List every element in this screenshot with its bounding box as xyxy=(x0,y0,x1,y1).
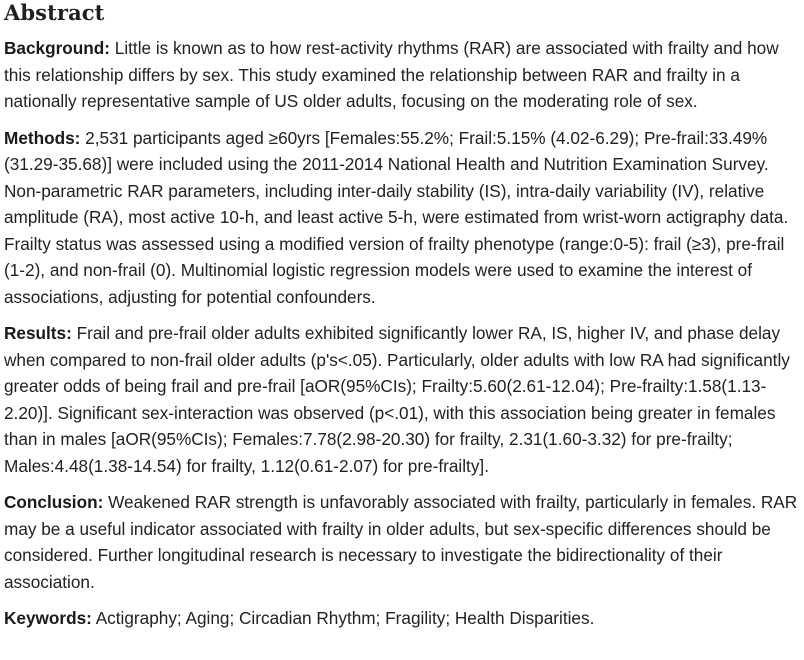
methods-text: 2,531 participants aged ≥60yrs [Females:55.2%; Frail:5.15% (4.02-6.29); Pre-frail:33.49% (31.29-35.68)] were included using the 2011-2014 National Health and Nutrition Examination Survey. Non-parametric RAR parameters, including inter-daily stability (IS), intra-daily variability (IV), relative amplitude (RA), most active 10-h, and least active 5-h, were estimated from wrist-worn actigraphy data. Frailty status was assessed using a modified version of frailty phenotype (range:0-5): frail (≥3), pre-frail (1-2), and non-frail (0). Multinomial logistic regression models were used to examine the interest of associations, adjusting for potential confounders. xyxy=(4,127,789,307)
methods-paragraph xyxy=(4,125,800,311)
conclusion-text: Weakened RAR strength is unfavorably associated with frailty, particularly in females. RAR may be a useful indicator associated with frailty in older adults, but sex-specific differences should be considered. Further longitudinal research is necessary to investigate the bidirectionality of their association. xyxy=(4,492,798,592)
results-paragraph xyxy=(4,320,800,479)
background-label: Background: xyxy=(4,38,110,58)
results-text: Frail and pre-frail older adults exhibited significantly lower RA, IS, higher IV, and phase delay when compared to non-frail older adults (p's<.05). Particularly, older adults with low RA had significantly greater odds of being frail and pre-frail [aOR(95%CIs); Frailty:5.60(2.61-12.04); Pre-frailty:1.58(1.13-2.20)]. Significant sex-interaction was observed (p<.01), with this association being greater in females than in males [aOR(95%CIs); Females:7.78(2.98-20.30) for frailty, 2.31(1.60-3.32) for pre-frailty; Males:4.48(1.38-14.54) for frailty, 1.12(0.61-2.07) for pre-frailty]. xyxy=(4,323,790,476)
keywords-paragraph xyxy=(4,605,800,632)
methods-label: Methods: xyxy=(4,127,81,148)
keywords-text: Actigraphy; Aging; Circadian Rhythm; Fragility; Health Disparities. xyxy=(95,608,595,628)
conclusion-label: Conclusion: xyxy=(4,492,104,512)
results-label: Results: xyxy=(4,323,72,343)
background-text: Little is known as to how rest-activity rhythms (RAR) are associated with frailty and how this relationship differs by sex. This study examined the relationship between RAR and frailty in a nationally representative sample of US older adults, focusing on the moderating role of sex. xyxy=(4,38,779,111)
background-paragraph xyxy=(4,35,800,115)
conclusion-paragraph xyxy=(4,489,800,595)
keywords-label: Keywords: xyxy=(4,608,92,628)
abstract-heading: Abstract xyxy=(4,0,105,25)
